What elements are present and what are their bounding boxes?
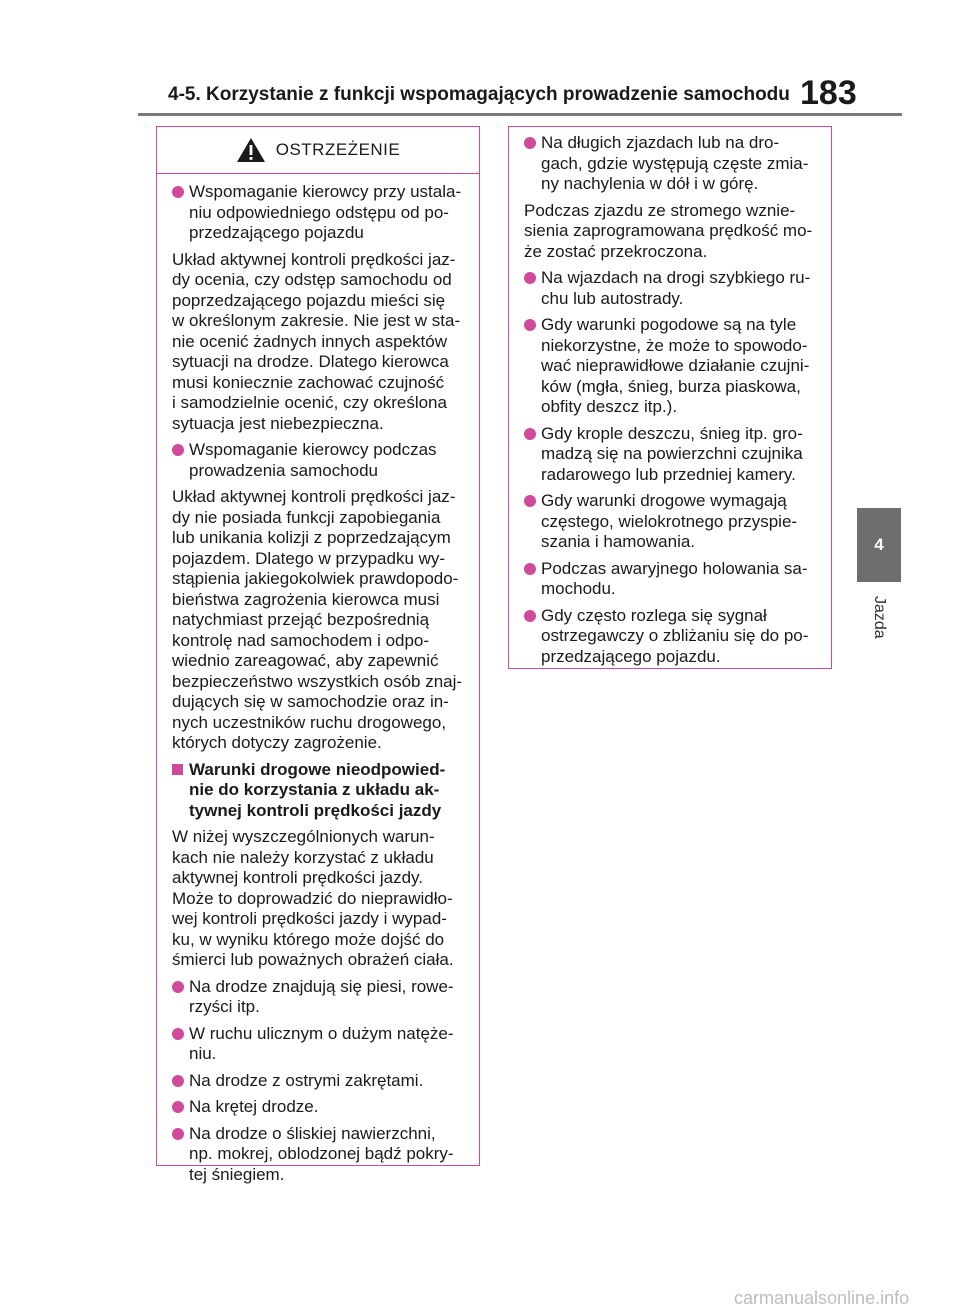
- warning-title: OSTRZEŻENIE: [275, 139, 401, 159]
- paragraph: Podczas zjazdu ze stromego wznie- sienia zaprogramowana prędkość mo- że zostać przekroczona.: [524, 200, 813, 261]
- paragraph: Układ aktywnej kontroli prędkości jaz- dy ocenia, czy odstęp samochodu od poprzedzającego pojazdu mieści się w określonym zakresie. Nie jest w sta- nie ocenić żadnych innych aspektów sytuacji na drodze. Dlatego kierowca musi koniecznie zachować czujność i samodzielnie ocenić, czy określona sytuacja jest niebezpieczna.: [172, 249, 461, 433]
- site-watermark: carmanualsonline.info: [734, 1288, 910, 1308]
- bullet-item: Podczas awaryjnego holowania sa- mochodu.: [524, 559, 817, 600]
- paragraph: W niżej wyszczególnionych warun- kach nie należy korzystać z układu aktywnej kontroli prędkości jazdy. Może to doprowadzić do nieprawidło- wej kontroli prędkości jazdy i wypad- ku, w wyniku którego może dojść do śmierci lub poważnych obrażeń ciała.: [172, 827, 454, 969]
- warning-triangle-icon: [236, 137, 266, 163]
- bullet-item: Gdy krople deszczu, śnieg itp. gro- madzą się na powierzchni czujnika radarowego lub przedniej kamery.: [524, 424, 817, 486]
- bullet-item: Wspomaganie kierowcy podczas prowadzenia samochodu: [172, 440, 465, 481]
- warning-content-right: [524, 133, 817, 667]
- section-title: 4-5. Korzystanie z funkcji wspomagających prowadzenie samochodu: [168, 84, 790, 105]
- chapter-label: Jazda: [871, 596, 888, 639]
- chapter-tab: 4: [857, 508, 901, 582]
- warning-content-left: [172, 182, 465, 1185]
- bullet-item: W ruchu ulicznym o dużym natęże- niu.: [172, 1024, 465, 1065]
- bullet-item: Na długich zjazdach lub na dro- gach, gdzie występują częste zmia- ny nachylenia w dół i w górę.: [524, 133, 817, 195]
- bullet-item: Gdy warunki pogodowe są na tyle niekorzystne, że może to spowodo- wać nieprawidłowe działanie czujni- ków (mgła, śnieg, burza piaskowa, obfity deszcz itp.).: [524, 315, 817, 418]
- warning-header: [157, 127, 479, 174]
- bullet-item: Na wjazdach na drogi szybkiego ru- chu lub autostrady.: [524, 268, 817, 309]
- warning-box-right: [508, 126, 832, 669]
- bullet-item: Na drodze znajdują się piesi, rowe- rzyści itp.: [172, 977, 465, 1018]
- bullet-item: Na krętej drodze.: [172, 1097, 465, 1118]
- bullet-item: Wspomaganie kierowcy przy ustala- niu odpowiedniego odstępu od po- przedzającego pojazdu: [172, 182, 465, 244]
- bullet-item: Na drodze o śliskiej nawierzchni, np. mokrej, oblodzonej bądź pokry- tej śniegiem.: [172, 1124, 465, 1186]
- bullet-item: Gdy warunki drogowe wymagają częstego, wielokrotnego przyspie- szania i hamowania.: [524, 491, 817, 553]
- warning-box-left: [156, 126, 480, 1184]
- bullet-item: Gdy często rozlega się sygnał ostrzegawczy o zbliżaniu się do po- przedzającego pojazdu.: [524, 606, 817, 668]
- page-number: 183: [800, 74, 857, 112]
- header-divider: [138, 113, 902, 116]
- paragraph: Układ aktywnej kontroli prędkości jaz- dy nie posiada funkcji zapobiegania lub unikania kolizji z poprzedzającym pojazdem. Dlatego w przypadku wy- stąpienia jakiegokolwiek prawdopodo- bieństwa zagrożenia kierowca musi natychmiast przejąć bezpośrednią kontrolę nad samochodem i odpo- wiednio zareagować, aby zapewnić bezpieczeństwo wszystkich osób znaj- dujących się w samochodzie oraz in- nych uczestników ruchu drogowego, których dotyczy zagrożenie.: [172, 487, 463, 752]
- subheading: Warunki drogowe nieodpowied- nie do korzystania z układu ak- tywnej kontroli prędkości jazdy: [172, 760, 465, 822]
- bullet-item: Na drodze z ostrymi zakrętami.: [172, 1071, 465, 1092]
